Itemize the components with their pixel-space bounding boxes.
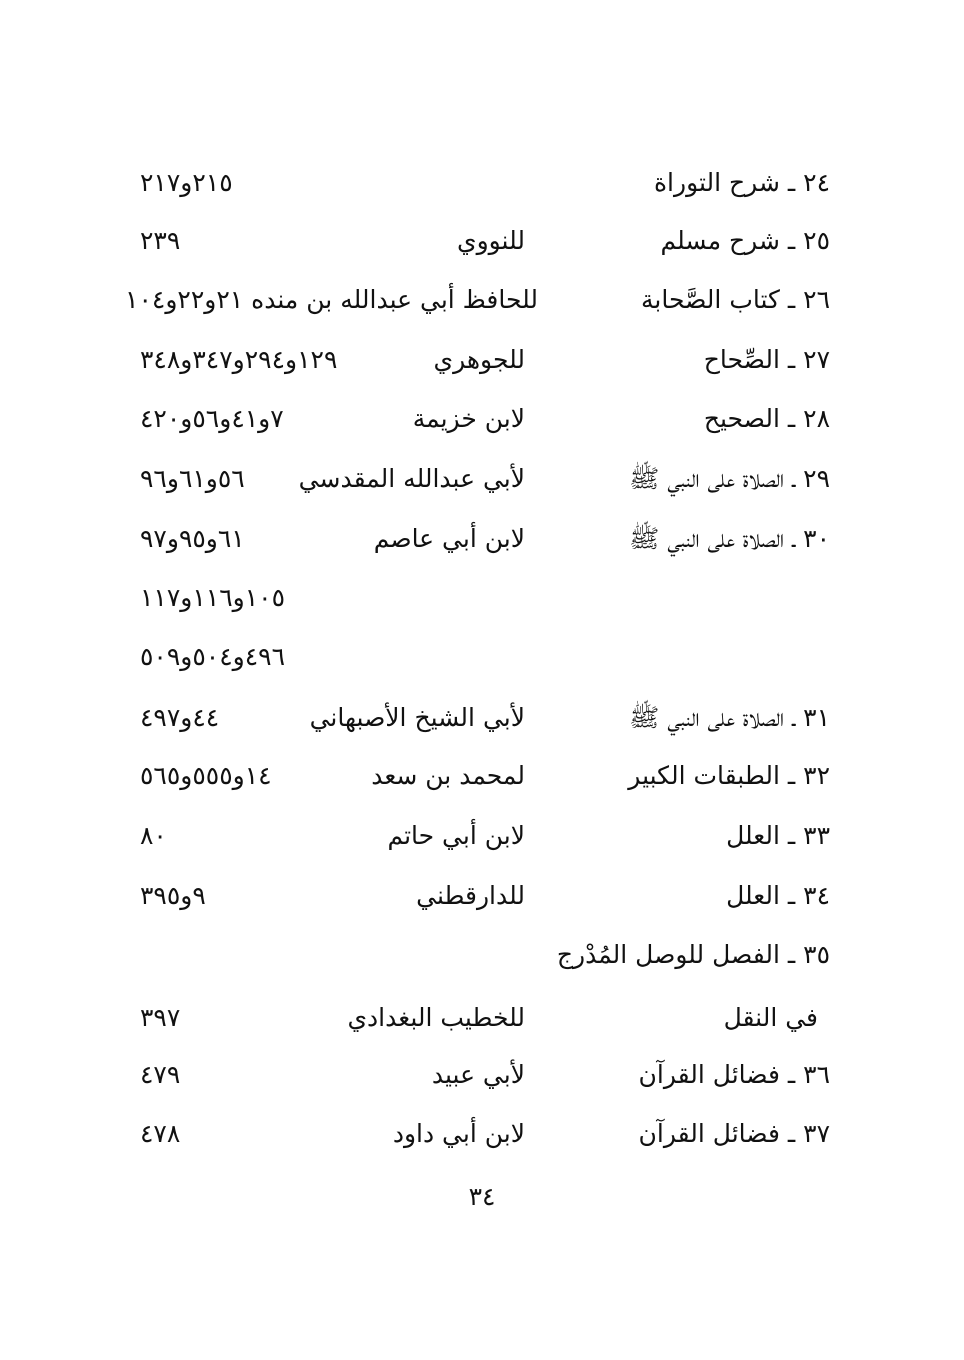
entry-title: ٣٤ ـ العلل bbox=[726, 881, 830, 910]
index-entry-29 bbox=[130, 454, 830, 504]
entry-author: لابن خزيمة bbox=[412, 404, 525, 433]
entry-pages: ٤٩٦و٥٠٤و٥٠٩ bbox=[140, 642, 286, 671]
entry-title: في النقل bbox=[723, 1003, 818, 1032]
entry-title: ٣١ ـ الصلاة على النبي ﷺ bbox=[629, 703, 830, 732]
entry-title: ٣٧ ـ فضائل القرآن bbox=[638, 1119, 830, 1148]
entry-author: للخطيب البغدادي bbox=[347, 1003, 525, 1032]
index-entry-36 bbox=[130, 1050, 830, 1100]
entry-author: للحافظ أبي عبدالله بن منده ٢١و٢٢و١٠٤ bbox=[125, 285, 538, 314]
index-entry-31 bbox=[130, 693, 830, 743]
entry-pages: ١٠٥و١١٦و١١٧ bbox=[140, 583, 286, 612]
entry-author: لابن أبي حاتم bbox=[387, 821, 525, 850]
index-entry-32 bbox=[130, 751, 830, 801]
entry-pages: ٢٣٩ bbox=[140, 226, 181, 255]
entry-author: للجوهري bbox=[433, 345, 525, 374]
index-entry-35 bbox=[130, 930, 830, 980]
entry-title: ٢٥ ـ شرح مسلم bbox=[660, 226, 830, 255]
index-entry-27 bbox=[130, 335, 830, 385]
index-entry-26 bbox=[125, 275, 830, 325]
entry-pages: ٤٧٨ bbox=[140, 1119, 181, 1148]
entry-title: ٢٤ ـ شرح التوراة bbox=[653, 168, 830, 197]
entry-author: لمحمد بن سعد bbox=[371, 761, 525, 790]
index-entry-34 bbox=[130, 871, 830, 921]
index-entry-35-continued bbox=[130, 993, 830, 1043]
index-entry-33 bbox=[130, 811, 830, 861]
entry-pages: ٤٧٩ bbox=[140, 1060, 181, 1089]
index-entry-25 bbox=[130, 216, 830, 266]
entry-author: لأبي عبدالله المقدسي bbox=[298, 464, 525, 493]
entry-author: لأبي عبيد bbox=[431, 1060, 525, 1089]
entry-author: لابن أبي عاصم bbox=[373, 524, 525, 553]
entry-pages: ١٤و٥٥٥و٥٦٥ bbox=[140, 761, 272, 790]
entry-pages: ١٢٩و٢٩٤و٣٤٧و٣٤٨ bbox=[140, 345, 338, 374]
entry-pages: ٢١٥و٢١٧ bbox=[140, 168, 233, 197]
index-entry-37 bbox=[130, 1109, 830, 1159]
entry-title: ٢٨ ـ الصحيح bbox=[703, 404, 830, 433]
entry-author: للدارقطني bbox=[416, 881, 525, 910]
entry-title: ٣٣ ـ العلل bbox=[726, 821, 830, 850]
index-entry-28 bbox=[130, 394, 830, 444]
index-entry-30-continued-1 bbox=[130, 573, 830, 623]
entry-title: ٢٧ ـ الصِّحاح bbox=[703, 345, 830, 374]
entry-title: ٣٢ ـ الطبقات الكبير bbox=[628, 761, 830, 790]
entry-title: ٣٦ ـ فضائل القرآن bbox=[638, 1060, 830, 1089]
entry-pages: ٣٩٧ bbox=[140, 1003, 181, 1032]
entry-pages: ٥٦و٦١و٩٦ bbox=[140, 464, 245, 493]
entry-author: للنووي bbox=[457, 226, 525, 255]
entry-pages: ٨٠ bbox=[140, 821, 167, 850]
entry-pages: ٦١و٩٥و٩٧ bbox=[140, 524, 245, 553]
index-entry-30 bbox=[130, 514, 830, 564]
entry-pages: ٤٤و٤٩٧ bbox=[140, 703, 220, 732]
entry-author: لابن أبي داود bbox=[392, 1119, 525, 1148]
entry-pages: ٩و٣٩٥ bbox=[140, 881, 206, 910]
entry-title: ٢٩ ـ الصلاة على النبي ﷺ bbox=[629, 464, 830, 493]
index-entry-24 bbox=[130, 158, 830, 208]
entry-title: ٣٠ ـ الصلاة على النبي ﷺ bbox=[629, 524, 830, 553]
entry-pages: ٧و٤١و٥٦و٤٢٠ bbox=[140, 404, 284, 433]
entry-title: ٢٦ ـ كتاب الصَّحابة bbox=[641, 285, 830, 314]
index-entry-30-continued-2 bbox=[130, 632, 830, 682]
entry-author: لأبي الشيخ الأصبهاني bbox=[309, 703, 525, 732]
entry-title: ٣٥ ـ الفصل للوصل المُدْرج bbox=[556, 940, 830, 969]
page-number: ٣٤ bbox=[468, 1182, 496, 1211]
